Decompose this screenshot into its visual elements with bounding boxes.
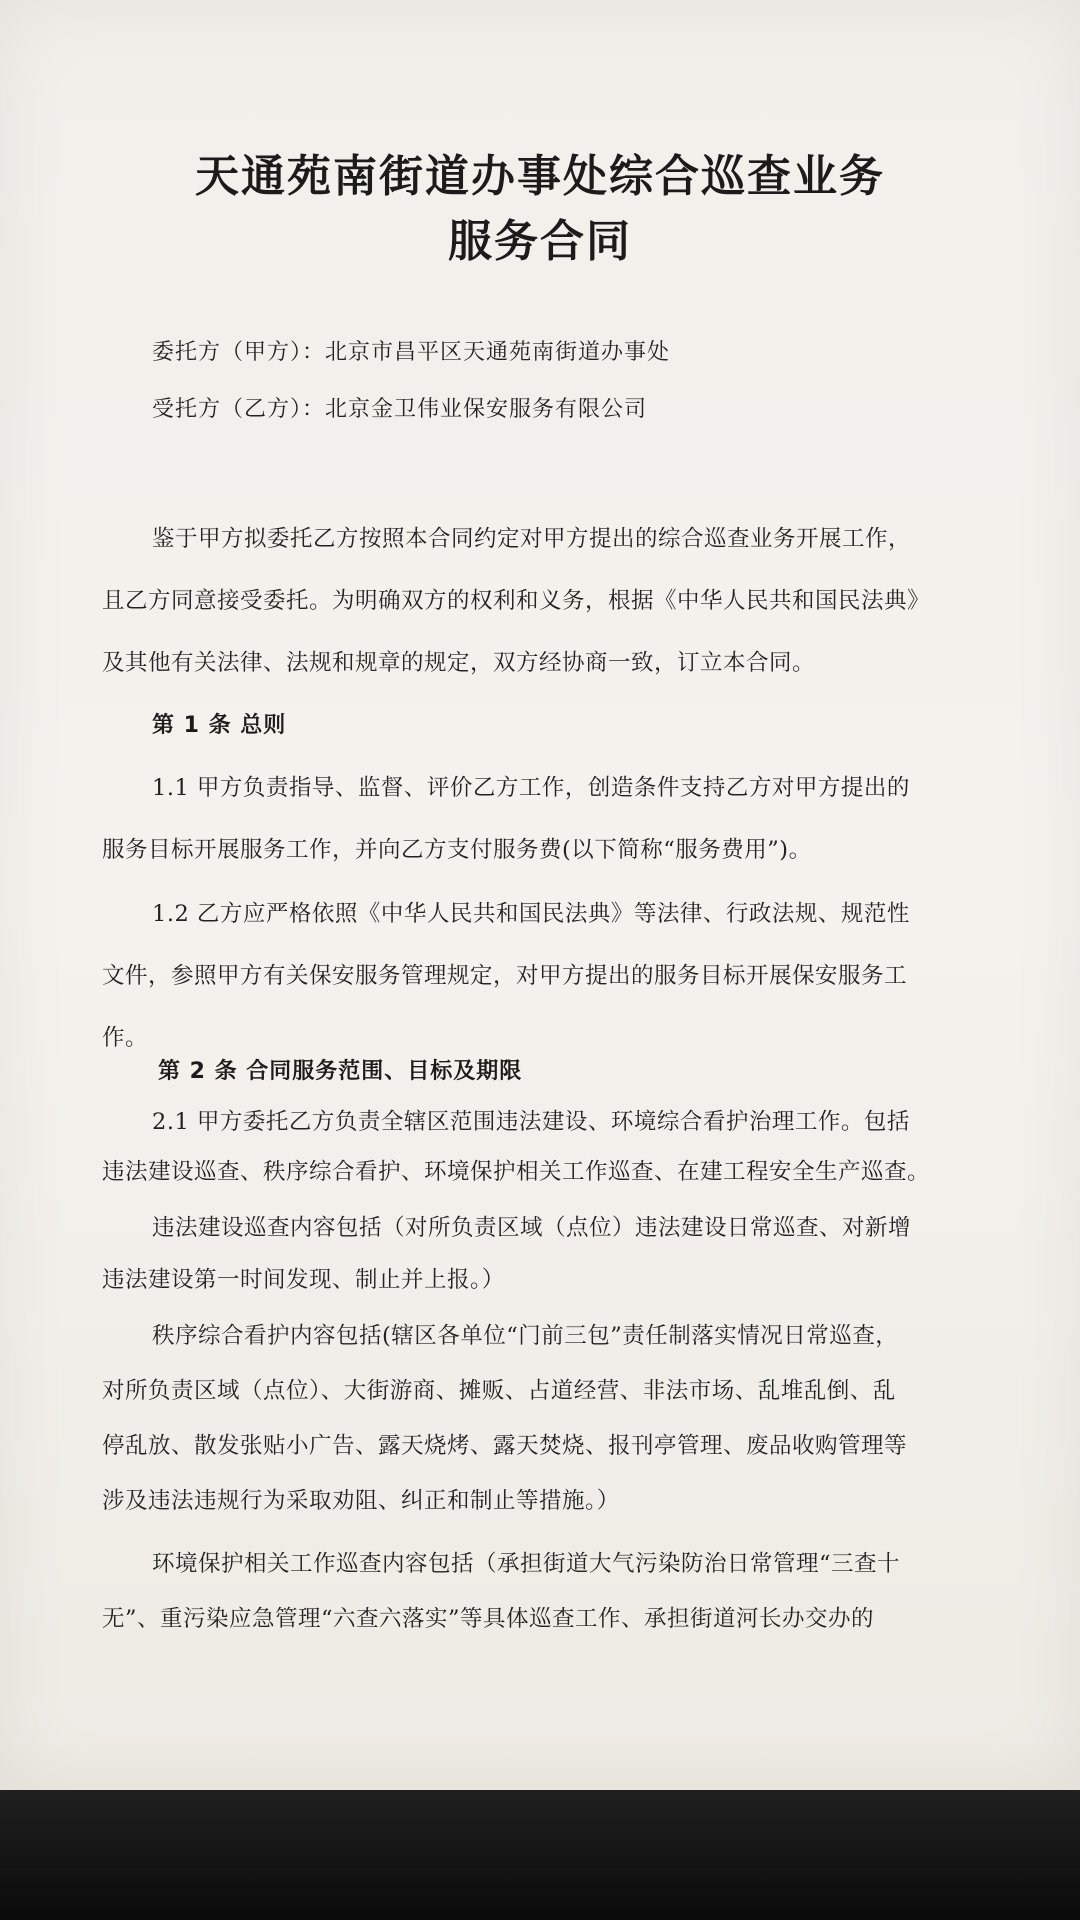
clause-2-1-line-1: 2.1 甲方委托乙方负责全辖区范围违法建设、环境综合看护治理工作。包括 — [152, 1109, 910, 1135]
illegal-construction-line-2: 违法建设第一时间发现、制止并上报。） — [102, 1267, 505, 1293]
preamble-line-2: 且乙方同意接受委托。为明确双方的权利和义务，根据《中华人民共和国民法典》 — [102, 588, 931, 614]
section-heading-2: 第 2 条 合同服务范围、目标及期限 — [158, 1059, 523, 1084]
clause-2-1-line-2: 违法建设巡查、秩序综合看护、环境保护相关工作巡查、在建工程安全生产巡查。 — [102, 1159, 931, 1185]
desk-background — [0, 1790, 1080, 1920]
order-care-line-4: 涉及违法违规行为采取劝阻、纠正和制止等措施。） — [102, 1488, 620, 1514]
party-b: 受托方（乙方）：北京金卫伟业保安服务有限公司 — [152, 397, 648, 422]
environment-line-1: 环境保护相关工作巡查内容包括（承担街道大气污染防治日常管理“三查十 — [152, 1551, 901, 1577]
order-care-line-3: 停乱放、散发张贴小广告、露天烧烤、露天焚烧、报刊亭管理、废品收购管理等 — [102, 1433, 908, 1459]
order-care-line-1: 秩序综合看护内容包括(辖区各单位“门前三包”责任制落实情况日常巡查， — [152, 1323, 899, 1349]
party-a: 委托方（甲方）：北京市昌平区天通苑南街道办事处 — [152, 340, 671, 365]
document-title-line2: 服务合同 — [448, 216, 632, 267]
document-title-line1: 天通苑南街道办事处综合巡查业务 — [195, 151, 885, 202]
clause-1-2-line-3: 作。 — [102, 1025, 149, 1051]
clause-1-1-line-1: 1.1 甲方负责指导、监督、评价乙方工作，创造条件支持乙方对甲方提出的 — [152, 775, 910, 801]
clause-1-2-line-2: 文件，参照甲方有关保安服务管理规定，对甲方提出的服务目标开展保安服务工 — [102, 963, 908, 989]
section-heading-1: 第 1 条 总则 — [152, 713, 287, 738]
clause-1-1-line-2: 服务目标开展服务工作，并向乙方支付服务费(以下简称“服务费用”)。 — [102, 837, 812, 863]
clause-1-2-line-1: 1.2 乙方应严格依照《中华人民共和国民法典》等法律、行政法规、规范性 — [152, 901, 910, 927]
order-care-line-2: 对所负责区域（点位）、大街游商、摊贩、占道经营、非法市场、乱堆乱倒、乱 — [102, 1378, 896, 1404]
environment-line-2: 无”、重污染应急管理“六查六落实”等具体巡查工作、承担街道河长办交办的 — [102, 1606, 875, 1632]
illegal-construction-line-1: 违法建设巡查内容包括（对所负责区域（点位）违法建设日常巡查、对新增 — [152, 1215, 912, 1241]
preamble-line-3: 及其他有关法律、法规和规章的规定，双方经协商一致，订立本合同。 — [102, 650, 816, 676]
preamble-line-1: 鉴于甲方拟委托乙方按照本合同约定对甲方提出的综合巡查业务开展工作， — [152, 526, 912, 552]
